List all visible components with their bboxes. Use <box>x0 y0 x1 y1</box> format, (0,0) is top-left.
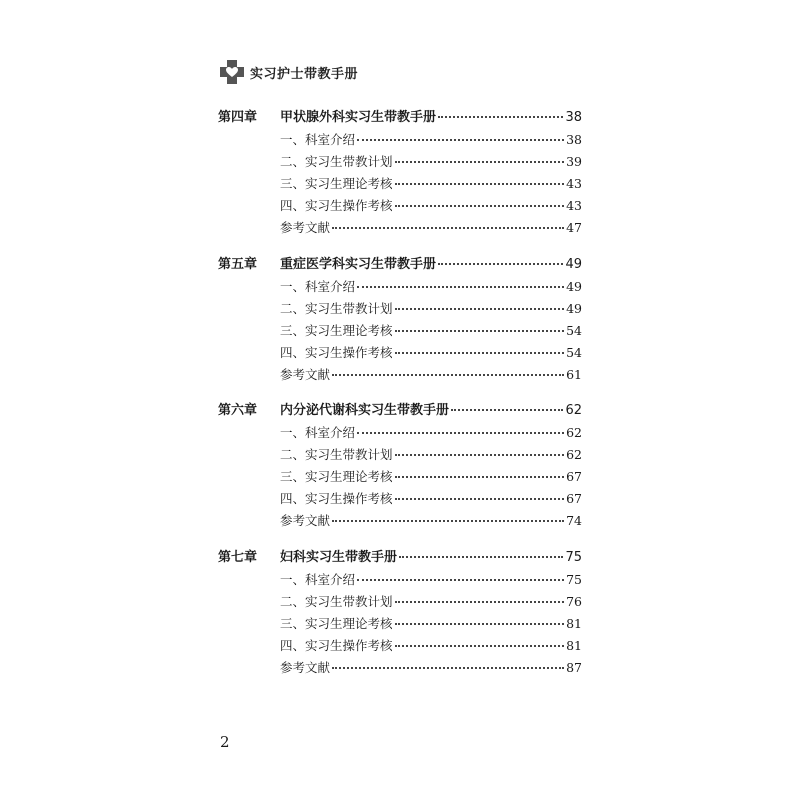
section-page-number: 81 <box>566 637 582 653</box>
section-title: 二、实习生带教计划 <box>280 447 393 462</box>
section-page-number: 76 <box>566 593 582 609</box>
toc-chapter-entry[interactable] <box>218 546 582 569</box>
dot-leader <box>395 617 565 625</box>
dot-leader <box>438 257 563 265</box>
section-page-number: 54 <box>566 322 582 338</box>
dot-leader <box>395 177 565 185</box>
toc-section-entry[interactable] <box>218 342 582 364</box>
toc-chapter <box>218 399 582 532</box>
dot-leader <box>357 133 564 141</box>
section-title: 二、实习生带教计划 <box>280 300 393 316</box>
section-page-number: 43 <box>566 198 582 213</box>
toc-section-entry[interactable] <box>218 276 582 298</box>
section-title: 一、科室介绍 <box>280 571 356 587</box>
toc-chapter-entry[interactable] <box>218 399 582 422</box>
chapter-title: 甲状腺外科实习生带教手册 <box>280 110 437 125</box>
section-page-number: 62 <box>566 447 582 462</box>
medical-cross-heart-icon <box>218 58 246 86</box>
toc-section-entry[interactable] <box>218 129 582 151</box>
dot-leader <box>357 573 564 581</box>
section-title: 参考文献 <box>280 220 331 235</box>
toc-section-entry[interactable] <box>218 569 582 591</box>
chapter-page-number: 62 <box>565 403 582 418</box>
dot-leader <box>395 595 565 603</box>
toc-section-entry[interactable] <box>218 195 582 217</box>
dot-leader <box>395 302 565 310</box>
toc-chapter <box>218 253 582 386</box>
toc-section-entry[interactable] <box>218 217 582 239</box>
chapter-number: 第五章 <box>218 256 258 272</box>
toc-chapter-entry[interactable] <box>218 253 582 276</box>
dot-leader <box>332 221 564 229</box>
chapter-page-number: 38 <box>565 110 582 125</box>
dot-leader <box>395 155 565 163</box>
toc-section-entry[interactable] <box>218 488 582 510</box>
chapter-number: 第四章 <box>218 110 258 125</box>
dot-leader <box>332 661 564 669</box>
section-title: 二、实习生带教计划 <box>280 593 393 609</box>
dot-leader <box>332 368 564 376</box>
dot-leader <box>395 448 565 456</box>
section-page-number: 75 <box>566 571 582 587</box>
dot-leader <box>357 426 564 434</box>
toc-section-entry[interactable] <box>218 151 582 173</box>
toc-section-entry[interactable] <box>218 364 582 386</box>
dot-leader <box>395 199 565 207</box>
section-page-number: 67 <box>566 491 582 506</box>
chapter-title: 重症医学科实习生带教手册 <box>280 256 437 272</box>
section-title: 三、实习生理论考核 <box>280 615 393 631</box>
section-title: 参考文献 <box>280 366 331 382</box>
section-title: 四、实习生操作考核 <box>280 198 393 213</box>
section-title: 参考文献 <box>280 513 331 528</box>
toc-section-entry[interactable] <box>218 657 582 679</box>
dot-leader <box>357 280 564 288</box>
page-number: 2 <box>220 733 230 751</box>
toc-section-entry[interactable] <box>218 591 582 613</box>
toc-section-entry[interactable] <box>218 298 582 320</box>
section-title: 一、科室介绍 <box>280 425 356 440</box>
toc-section-entry[interactable] <box>218 466 582 488</box>
section-title: 三、实习生理论考核 <box>280 469 393 484</box>
dot-leader <box>395 492 565 500</box>
section-page-number: 43 <box>566 176 582 191</box>
section-page-number: 38 <box>566 132 582 147</box>
section-page-number: 49 <box>566 300 582 316</box>
toc-section-entry[interactable] <box>218 422 582 444</box>
toc-section-entry[interactable] <box>218 173 582 195</box>
section-page-number: 47 <box>566 220 582 235</box>
section-title: 四、实习生操作考核 <box>280 637 393 653</box>
section-title: 一、科室介绍 <box>280 132 356 147</box>
dot-leader <box>395 324 565 332</box>
dot-leader <box>395 639 565 647</box>
section-page-number: 49 <box>566 278 582 294</box>
dot-leader <box>395 470 565 478</box>
chapter-title: 内分泌代谢科实习生带教手册 <box>280 403 450 418</box>
dot-leader <box>395 346 565 354</box>
toc-section-entry[interactable] <box>218 320 582 342</box>
toc-section-entry[interactable] <box>218 635 582 657</box>
section-title: 四、实习生操作考核 <box>280 491 393 506</box>
section-page-number: 54 <box>566 344 582 360</box>
toc-section-entry[interactable] <box>218 613 582 635</box>
section-title: 四、实习生操作考核 <box>280 344 393 360</box>
section-page-number: 81 <box>566 615 582 631</box>
running-header-title: 实习护士带教手册 <box>250 66 359 82</box>
chapter-number: 第七章 <box>218 549 258 565</box>
toc-chapter-entry[interactable] <box>218 106 582 129</box>
chapter-page-number: 75 <box>565 549 582 565</box>
toc-section-entry[interactable] <box>218 510 582 532</box>
dot-leader <box>438 110 563 118</box>
toc-chapter <box>218 106 582 239</box>
running-header <box>218 58 358 86</box>
section-title: 二、实习生带教计划 <box>280 154 393 169</box>
chapter-number: 第六章 <box>218 403 258 418</box>
section-title: 参考文献 <box>280 659 331 675</box>
section-page-number: 62 <box>566 425 582 440</box>
dot-leader <box>399 550 563 558</box>
section-title: 三、实习生理论考核 <box>280 176 393 191</box>
section-page-number: 39 <box>566 154 582 169</box>
section-page-number: 61 <box>566 366 582 382</box>
section-page-number: 67 <box>566 469 582 484</box>
toc-section-entry[interactable] <box>218 444 582 466</box>
dot-leader <box>451 403 563 411</box>
chapter-page-number: 49 <box>565 256 582 272</box>
section-title: 三、实习生理论考核 <box>280 322 393 338</box>
table-of-contents <box>218 106 582 692</box>
dot-leader <box>332 514 564 522</box>
section-page-number: 74 <box>566 513 582 528</box>
toc-chapter <box>218 546 582 679</box>
section-title: 一、科室介绍 <box>280 278 356 294</box>
section-page-number: 87 <box>566 659 582 675</box>
chapter-title: 妇科实习生带教手册 <box>280 549 398 565</box>
